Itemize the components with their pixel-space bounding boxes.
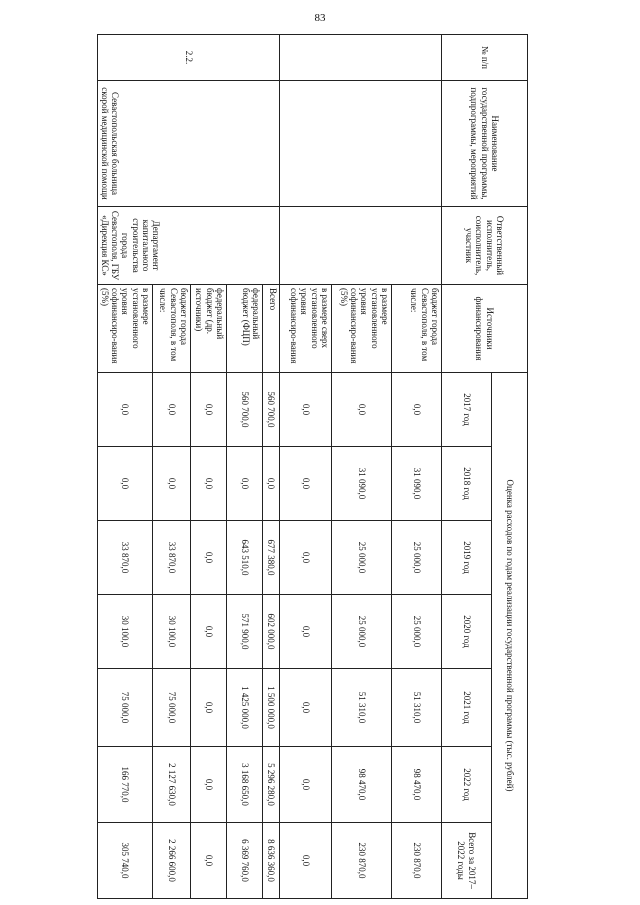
cell-value: 0,0 [98,373,153,447]
cell-value: 0,0 [191,823,227,899]
cell-value: 25 000,0 [392,521,442,595]
cell-value: 25 000,0 [332,595,392,669]
cell-value: 0,0 [263,447,280,521]
cell-value: 643 510,0 [227,521,263,595]
cell-value: 8 636 360,0 [263,823,280,899]
cell-value: 677 380,0 [263,521,280,595]
cell-value: 98 470,0 [392,747,442,823]
table-row [392,35,442,899]
cell-value: 0,0 [153,373,191,447]
cell-value: 0,0 [191,447,227,521]
cell-value: 305 740,0 [98,823,153,899]
header-year-2021: 2021 год [442,669,492,747]
cell-value: 560 700,0 [263,373,280,447]
cell-value: 0,0 [332,373,392,447]
cell-value: 31 090,0 [332,447,392,521]
cell-source: в размере сверх установленного уровня софинансиро-вания [280,285,332,373]
cell-value: 0,0 [191,373,227,447]
header-year-2017: 2017 год [442,373,492,447]
cell-value: 5 296 280,0 [263,747,280,823]
cell-value: 230 870,0 [392,823,442,899]
header-row-group [492,35,528,899]
cell-value: 75 000,0 [98,669,153,747]
cell-source: в размере установленного уровня софинансиро-вания (5%) [98,285,153,373]
cell-source: Всего [263,285,280,373]
cell-number-empty [280,35,442,81]
rotated-page-content [100,34,528,898]
cell-value: 602 000,0 [263,595,280,669]
header-expenses-estimate: Оценка расходов по годам реализации государственной программы (тыс. рублей) [492,373,528,899]
cell-value: 51 310,0 [392,669,442,747]
item-executor: Департамент капитального строительства города Севастополя, ГБУ «Дирекция КС» [98,207,280,285]
cell-value: 6 369 760,0 [227,823,263,899]
cell-value: 0,0 [280,595,332,669]
cell-value: 30 100,0 [98,595,153,669]
cell-value: 0,0 [392,373,442,447]
cell-value: 30 100,0 [153,595,191,669]
cell-value: 0,0 [153,447,191,521]
cell-value: 25 000,0 [332,521,392,595]
cell-value: 1 425 000,0 [227,669,263,747]
cell-value: 0,0 [280,521,332,595]
cell-value: 25 000,0 [392,595,442,669]
cell-source: бюджет города Севастополя, в том числе: [153,285,191,373]
cell-value: 0,0 [280,747,332,823]
cell-value: 0,0 [280,373,332,447]
cell-value: 0,0 [191,595,227,669]
cell-name-empty [280,81,442,207]
cell-value: 0,0 [191,669,227,747]
cell-value: 0,0 [98,447,153,521]
header-total: Всего за 2017–2022 годы [442,823,492,899]
cell-value: 2 266 600,0 [153,823,191,899]
budget-table [97,34,528,899]
cell-source: бюджет города Севастополя, в том числе: [392,285,442,373]
cell-value: 571 900,0 [227,595,263,669]
cell-value: 51 310,0 [332,669,392,747]
cell-executor-empty [280,207,442,285]
cell-value: 0,0 [280,669,332,747]
cell-value: 1 500 000,0 [263,669,280,747]
header-name: Наименование государственной программы, подпрограммы, мероприятий [442,81,528,207]
table-row [263,35,280,899]
cell-value: 33 870,0 [98,521,153,595]
cell-value: 0,0 [280,823,332,899]
header-year-2020: 2020 год [442,595,492,669]
cell-value: 230 870,0 [332,823,392,899]
header-source: Источники финансирования [442,285,528,373]
cell-value: 0,0 [280,447,332,521]
header-year-2022: 2022 год [442,747,492,823]
header-executor: Ответственный исполнитель, соисполнитель, участник [442,207,528,285]
cell-source: в размере установленного уровня софинансиро-вания (5%) [332,285,392,373]
cell-value: 3 168 650,0 [227,747,263,823]
cell-value: 33 870,0 [153,521,191,595]
cell-value: 2 127 630,0 [153,747,191,823]
cell-value: 0,0 [191,521,227,595]
cell-value: 560 700,0 [227,373,263,447]
cell-value: 166 770,0 [98,747,153,823]
header-year-2019: 2019 год [442,521,492,595]
cell-source: федеральный бюджет (ФЦП) [227,285,263,373]
cell-value: 98 470,0 [332,747,392,823]
cell-value: 0,0 [227,447,263,521]
page-number: 83 [314,12,326,24]
cell-source: федеральный бюджет (др. источники) [191,285,227,373]
header-year-2018: 2018 год [442,447,492,521]
cell-value: 0,0 [191,747,227,823]
cell-value: 75 000,0 [153,669,191,747]
item-number: 2.2. [98,35,280,81]
header-number: № п/п [442,35,528,81]
item-name: Севастопольская больница скорой медицинской помощи [98,81,280,207]
cell-value: 31 090,0 [392,447,442,521]
